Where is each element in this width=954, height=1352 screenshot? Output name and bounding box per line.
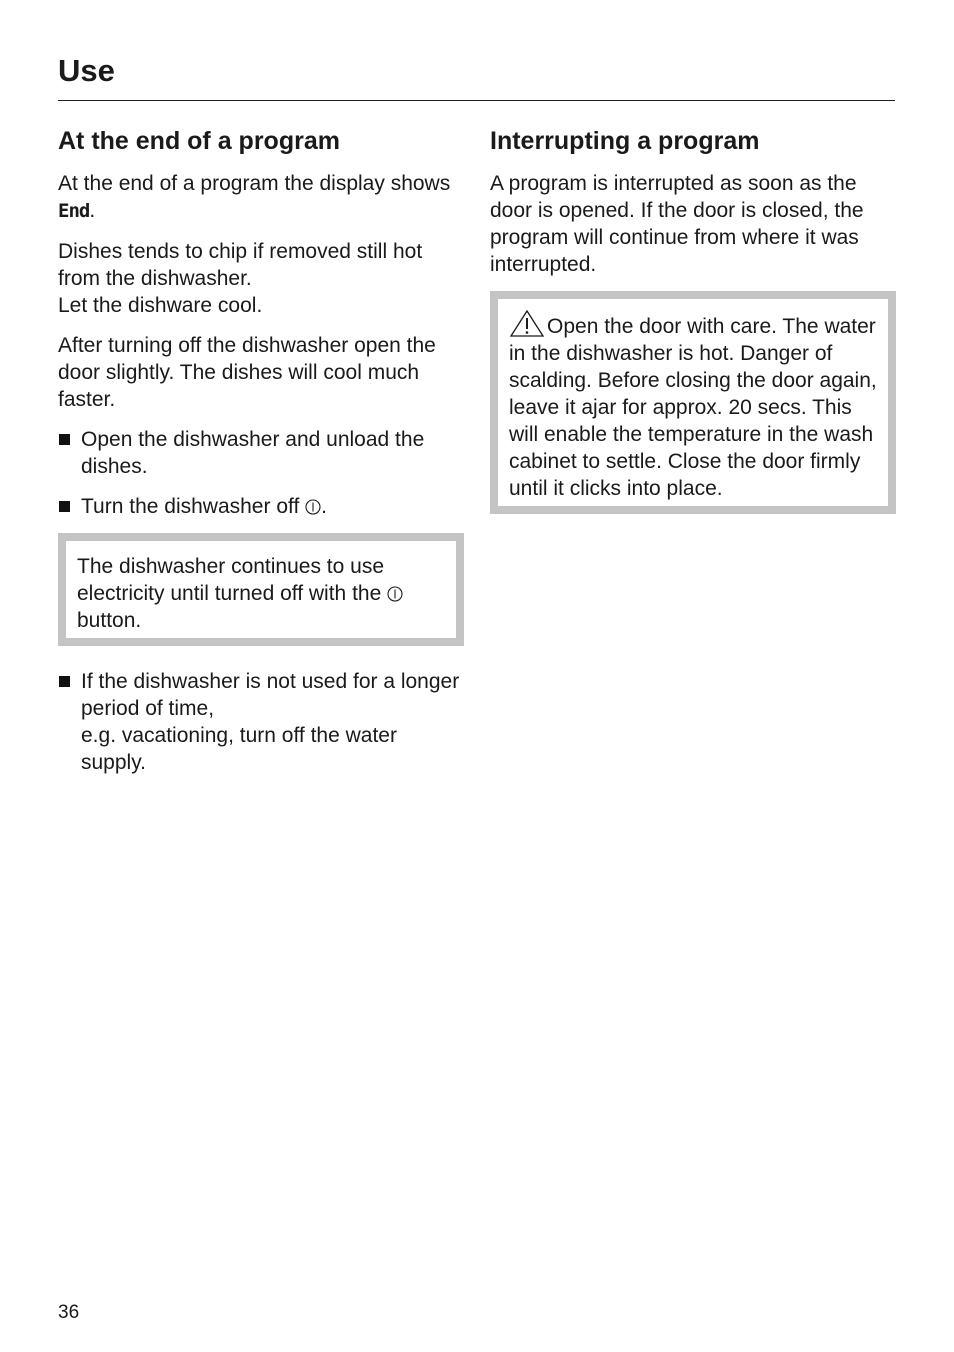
section-end-of-program (58, 124, 464, 789)
list-item: Open the dishwasher and unload the dishes. (58, 426, 464, 480)
title-divider (58, 100, 895, 101)
section-interrupting-program (490, 124, 896, 536)
electricity-note-box (58, 533, 464, 646)
section-heading: Interrupting a program (490, 127, 760, 155)
chip-warning-paragraph: Dishes tends to chip if removed still hot from the dishwasher. Let the dishware cool. (58, 240, 423, 317)
electricity-note: The dishwasher continues to use electricity until turned off with the button. (77, 553, 445, 634)
cooling-paragraph: After turning off the dishwasher open the door slightly. The dishes will cool much faster. (58, 334, 436, 411)
list-item: Turn the dishwasher off . (58, 493, 464, 520)
power-icon (387, 586, 403, 602)
display-end-text: End (58, 200, 90, 222)
square-bullet-icon (59, 501, 70, 512)
warning-triangle-icon (509, 309, 545, 337)
scalding-warning: Open the door with care. The water in the dishwasher is hot. Danger of scalding. Before closing the door again, leave it ajar for approx. 20 secs. This will enable the temperature in the wash cabinet to settle. Close the door firmly until it clicks into place. (509, 309, 878, 502)
steps-list-continued (58, 668, 464, 776)
steps-list (58, 426, 464, 520)
square-bullet-icon (59, 434, 70, 445)
page-number: 36 (58, 1302, 80, 1323)
square-bullet-icon (59, 676, 70, 687)
list-item: If the dishwasher is not used for a longer period of time, e.g. vacationing, turn off the water supply. (58, 668, 464, 776)
page-title: Use (58, 53, 115, 88)
section-heading: At the end of a program (58, 127, 340, 155)
power-icon (305, 499, 321, 515)
scalding-warning-box (490, 291, 896, 514)
display-end-paragraph: At the end of a program the display shows End. (58, 172, 451, 222)
interrupt-paragraph: A program is interrupted as soon as the door is opened. If the door is closed, the program will continue from where it was interrupted. (490, 172, 864, 276)
